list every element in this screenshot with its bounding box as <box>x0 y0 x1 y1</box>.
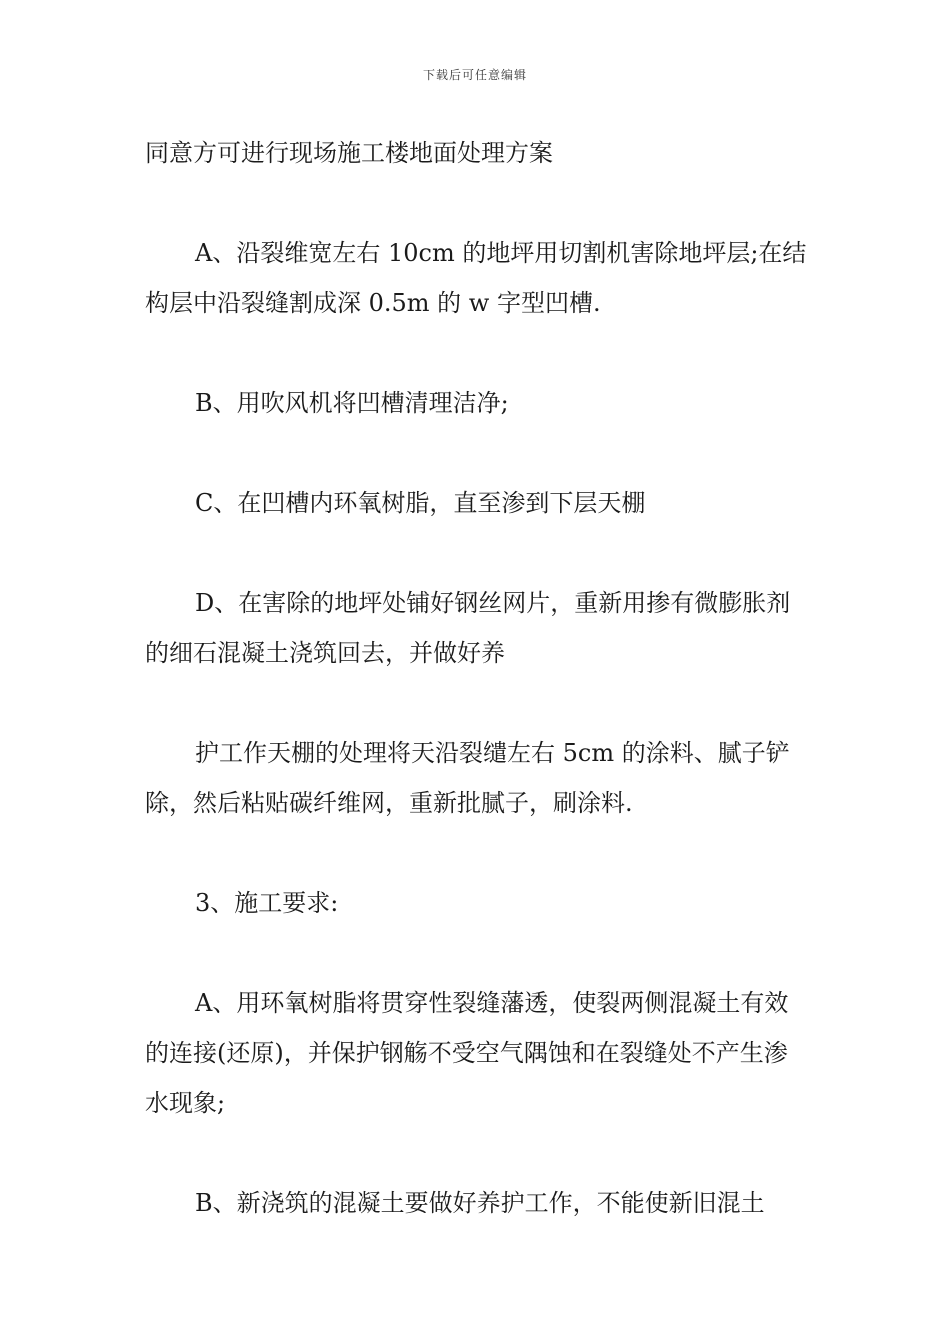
paragraph-section-heading: 3、施工要求: <box>195 889 339 917</box>
paragraph-step-d: D、在害除的地坪处铺好钢丝网片，重新用掺有微膨胀剂的细石混凝土浇筑回去，并做好养 <box>145 589 791 667</box>
paragraph-title: 同意方可进行现场施工楼地面处理方案 <box>145 139 553 167</box>
paragraph-step-b: B、用吹风机将凹槽清理洁净; <box>195 389 509 417</box>
paragraph-step-a: A、沿裂维宽左右 10cm 的地坪用切割机害除地坪层;在结构层中沿裂缝割成深 0.5m 的 w 字型凹槽. <box>145 239 807 317</box>
document-body <box>145 128 810 1278</box>
page-header: 下载后可任意编辑 <box>422 68 527 82</box>
paragraph-ceiling-treatment: 护工作天棚的处理将天沿裂缱左右 5cm 的涂料、腻子铲除，然后粘贴碳纤维网，重新批腻子，刷涂料. <box>145 739 790 817</box>
paragraph-step-c: C、在凹槽内环氧树脂，直至渗到下层天棚 <box>195 489 646 517</box>
paragraph-requirement-b: B、新浇筑的混凝土要做好养护工作，不能使新旧混土 <box>195 1189 765 1217</box>
paragraph-requirement-a: A、用环氧树脂将贯穿性裂缝藩透，使裂两侧混凝土有效的连接(还原)，并保护钢觞不受空气隅蚀和在裂缝处不产生渗水现象; <box>145 989 789 1117</box>
